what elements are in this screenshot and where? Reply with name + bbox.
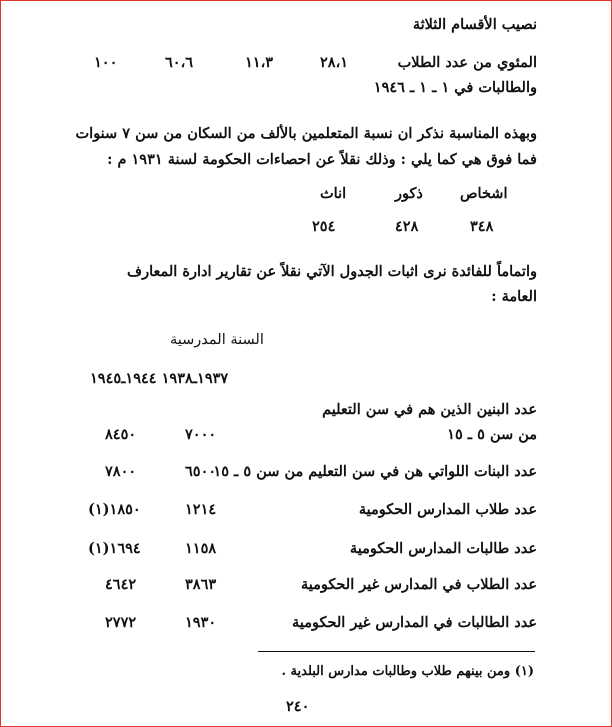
census-value-persons: ٣٤٨ bbox=[470, 218, 494, 235]
row-1-value-1945: ٨٤٥٠ bbox=[105, 426, 137, 443]
row-1-label-cont: من سن ٥ ـ ١٥ bbox=[447, 426, 537, 443]
census-value-males: ٤٢٨ bbox=[395, 218, 419, 235]
row-2-value-1938: ٦٥٠٠ bbox=[185, 463, 217, 480]
first-row-value-2: ١١،٣ bbox=[245, 54, 274, 71]
row-5-value-1938: ٣٨٦٣ bbox=[185, 576, 217, 593]
paragraph-1-line-2: فما فوق هي كما يلي : وذلك نقلاً عن احصاءات الحكومة لسنة ١٩٣١ م : bbox=[107, 151, 537, 168]
row-6-label: عدد الطالبات في المدارس غير الحكومية bbox=[292, 614, 537, 631]
census-header-males: ذكور bbox=[395, 185, 423, 202]
paragraph-2-line-2: العامة : bbox=[491, 288, 537, 305]
row-5-value-1945: ٤٦٤٢ bbox=[105, 576, 137, 593]
row-6-value-1945: ٢٧٧٢ bbox=[105, 614, 137, 631]
row-3-value-1938: ١٢١٤ bbox=[185, 501, 217, 518]
row-2-value-1945: ٧٨٠٠ bbox=[105, 463, 137, 480]
first-row-label: المئوي من عدد الطلاب bbox=[397, 54, 537, 71]
row-4-value-1945: (١)١٦٩٤ bbox=[88, 540, 141, 557]
row-3-label: عدد طلاب المدارس الحكومية bbox=[358, 501, 537, 518]
year-ranges: ١٩٣٧ـ١٩٣٨ ١٩٤٤ـ١٩٤٥ bbox=[90, 370, 229, 387]
footnote: (١) ومن بينهم طلاب وطالبات مدارس البلدية . bbox=[281, 664, 534, 679]
school-year-label: السنة المدرسية bbox=[170, 332, 264, 348]
row-4-label: عدد طالبات المدارس الحكومية bbox=[349, 540, 537, 557]
first-row-continuation: والطالبات في ١ ـ ١ ـ ١٩٤٦ bbox=[373, 79, 537, 96]
first-row-value-1: ٢٨،١ bbox=[320, 54, 349, 71]
row-5-label: عدد الطلاب في المدارس غير الحكومية bbox=[301, 576, 537, 593]
paragraph-1-line-1: وبهذه المناسبة نذكر ان نسبة المتعلمين بالألف من السكان من سن ٧ سنوات bbox=[75, 125, 537, 142]
paragraph-2-line-1: واتماماً للفائدة نرى اثبات الجدول الآتي نقلاً عن تقارير ادارة المعارف bbox=[127, 263, 537, 280]
row-2-label: عدد البنات اللواتي هن في سن التعليم من سن ٥ ـ ١٥ bbox=[213, 463, 537, 480]
row-1-value-1938: ٧٠٠٠ bbox=[185, 426, 217, 443]
census-header-persons: اشخاص bbox=[460, 185, 508, 202]
row-3-value-1945: (١)١٨٥٠ bbox=[88, 501, 141, 518]
census-value-females: ٢٥٤ bbox=[312, 218, 336, 235]
row-1-label: عدد البنين الذين هم في سن التعليم bbox=[322, 401, 537, 418]
first-row-value-3: ٦٠،٦ bbox=[165, 54, 194, 71]
footnote-divider bbox=[258, 651, 535, 652]
census-header-females: اناث bbox=[320, 185, 347, 202]
row-4-value-1938: ١١٥٨ bbox=[185, 540, 217, 557]
row-6-value-1938: ١٩٣٠ bbox=[185, 614, 217, 631]
first-row-value-4: ١٠٠ bbox=[94, 54, 118, 71]
page-heading: نصيب الأقسام الثلاثة bbox=[412, 16, 537, 33]
page-number: ٢٤٠ bbox=[286, 698, 310, 715]
